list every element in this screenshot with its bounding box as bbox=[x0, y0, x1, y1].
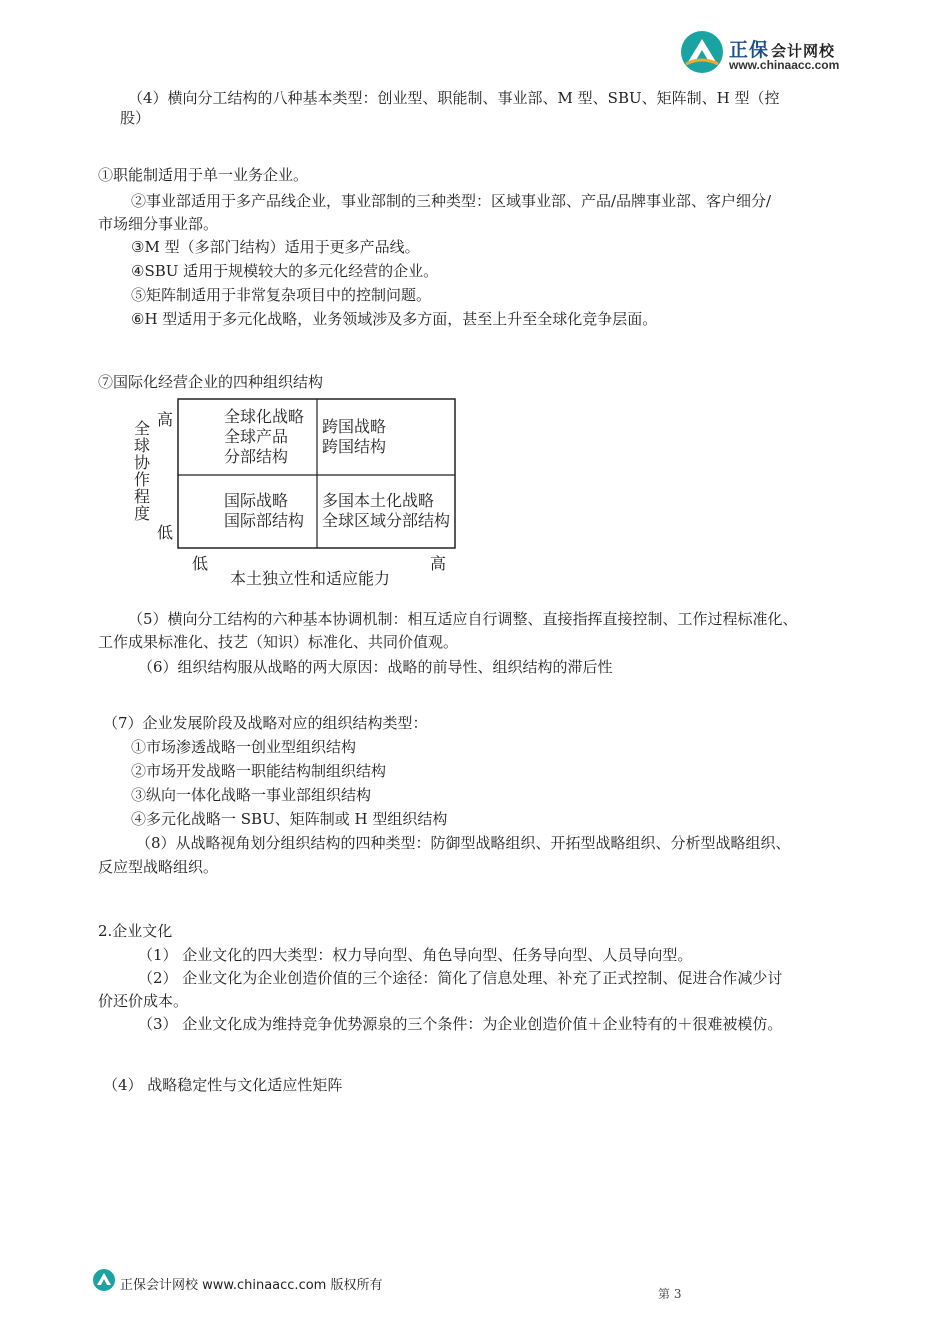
list-item: ①市场渗透战略一创业型组织结构 bbox=[131, 738, 357, 756]
list-item: ②事业部适用于多产品线企业，事业部制的三种类型：区域事业部、产品/品牌事业部、客户细分/ bbox=[131, 192, 772, 210]
list-item: ④多元化战略一 SBU、矩阵制或 H 型组织结构 bbox=[131, 810, 448, 828]
brand-logo-icon bbox=[678, 30, 726, 74]
x-axis-label: 本土独立性和适应能力 bbox=[229, 569, 391, 588]
brand-name: 正保 会计网校 bbox=[729, 39, 836, 61]
list-item: ⑤矩阵制适用于非常复杂项目中的控制问题。 bbox=[131, 286, 432, 304]
x-tick-high: 高 bbox=[429, 554, 447, 573]
section3-title: 2.企业文化 bbox=[98, 922, 173, 940]
para-8-line2: 反应型战略组织。 bbox=[98, 858, 219, 876]
x-tick-low: 低 bbox=[191, 554, 209, 573]
section1-heading-cont: 股） bbox=[120, 109, 151, 127]
y-tick-low: 低 bbox=[156, 523, 174, 542]
brand-logo bbox=[678, 30, 726, 74]
cell-top-right-text: 跨国战略 bbox=[322, 417, 387, 436]
y-tick-high: 高 bbox=[156, 410, 174, 429]
org-structure-matrix bbox=[130, 396, 470, 588]
y-axis-label-char: 作 bbox=[133, 470, 151, 489]
list-item: 市场细分事业部。 bbox=[98, 215, 219, 233]
footer-logo-icon bbox=[92, 1268, 116, 1292]
list-item: ③纵向一体化战略一事业部组织结构 bbox=[131, 786, 372, 804]
section1-clipped-line: ⑦国际化经营企业的四种组织结构 bbox=[98, 373, 324, 391]
list-item: ②市场开发战略一职能结构制组织结构 bbox=[131, 762, 387, 780]
para-5-line2: 工作成果标准化、技艺（知识）标准化、共同价值观。 bbox=[98, 633, 459, 651]
para-7: （7）企业发展阶段及战略对应的组织结构类型： bbox=[103, 714, 428, 732]
brand-url: www.chinaacc.com bbox=[729, 58, 840, 72]
list-item: ④SBU 适用于规模较大的多元化经营的企业。 bbox=[131, 262, 439, 280]
y-axis-label-char: 协 bbox=[133, 453, 151, 472]
cell-bottom-left-text: 国际部结构 bbox=[224, 511, 305, 530]
culture-item-2-line1: （2） 企业文化为企业创造价值的三个途径：简化了信息处理、补充了正式控制、促进合作减少讨 bbox=[138, 969, 783, 987]
culture-item-3-clipped: （3） 企业文化成为维持竞争优势源泉的三个条件：为企业创造价值＋企业特有的＋很难被模仿。 bbox=[138, 1015, 783, 1033]
footer-page-number: 第 3 bbox=[658, 1287, 682, 1301]
culture-item-4-clipped: （4） 战略稳定性与文化适应性矩阵 bbox=[103, 1076, 343, 1094]
list-item: ①职能制适用于单一业务企业。 bbox=[98, 166, 309, 184]
para-6-clipped: （6）组织结构服从战略的两大原因：战略的前导性、组织结构的滞后性 bbox=[138, 658, 613, 676]
cell-bottom-left-text: 国际战略 bbox=[224, 491, 289, 510]
y-axis-label-char: 全 bbox=[133, 419, 151, 438]
y-axis-label-char: 球 bbox=[133, 436, 151, 455]
list-item: ⑥H 型适用于多元化战略，业务领域涉及多方面，甚至上升至全球化竞争层面。 bbox=[131, 310, 658, 328]
section1-heading: （4）横向分工结构的八种基本类型：创业型、职能制、事业部、M 型、SBU、矩阵制、H 型（控 bbox=[128, 89, 780, 107]
y-axis-label-char: 程 bbox=[133, 487, 151, 506]
cell-top-left-text: 全球化战略 bbox=[224, 407, 305, 426]
list-item: ③M 型（多部门结构）适用于更多产品线。 bbox=[131, 238, 420, 256]
cell-bottom-right-text: 多国本土化战略 bbox=[322, 491, 435, 510]
cell-top-right-text: 跨国结构 bbox=[322, 437, 387, 456]
culture-item-2-line2: 价还价成本。 bbox=[98, 992, 189, 1010]
cell-top-left-text: 全球产品 bbox=[224, 427, 289, 446]
cell-bottom-right-text: 全球区域分部结构 bbox=[322, 511, 451, 530]
y-axis-label-char: 度 bbox=[133, 504, 151, 523]
cell-top-left-text: 分部结构 bbox=[224, 447, 289, 466]
para-5-line1: （5）横向分工结构的六种基本协调机制：相互适应自行调整、直接指挥直接控制、工作过程标准化、 bbox=[128, 610, 798, 628]
footer-copyright: 正保会计网校 www.chinaacc.com 版权所有 bbox=[120, 1278, 383, 1293]
para-8-line1: （8）从战略视角划分组织结构的四种类型：防御型战略组织、开拓型战略组织、分析型战略组织、 bbox=[136, 834, 791, 852]
culture-item-1: （1） 企业文化的四大类型：权力导向型、角色导向型、任务导向型、人员导向型。 bbox=[138, 946, 693, 964]
